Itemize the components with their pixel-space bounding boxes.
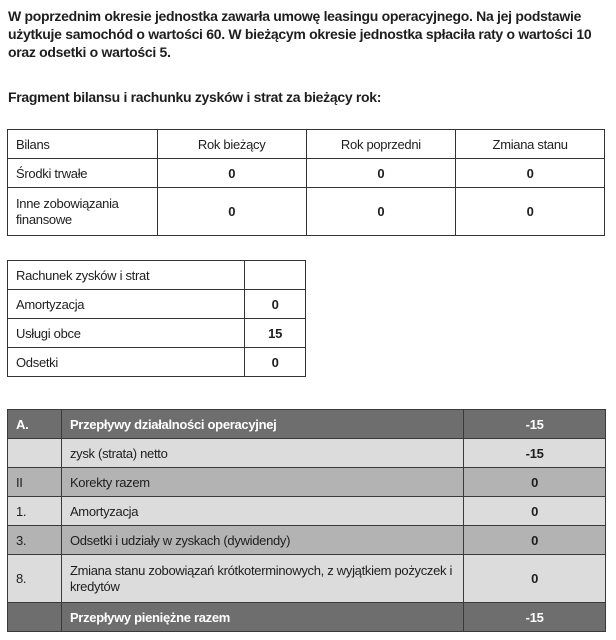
row-label: Zmiana stanu zobowiązań krótkoterminowych, z wyjątkiem pożyczek i kredytów	[61, 555, 463, 603]
table-row	[8, 159, 605, 188]
row-value: 0	[464, 497, 606, 526]
table-row	[8, 526, 606, 555]
cash-flow-table	[7, 409, 606, 632]
value-change: 0	[456, 159, 605, 188]
row-label: Odsetki i udziały w zyskach (dywidendy)	[61, 526, 463, 555]
row-label: Środki trwałe	[8, 159, 158, 188]
table-row-total	[8, 603, 606, 632]
row-label: Inne zobowiązania finansowe	[8, 188, 158, 236]
table-row	[8, 319, 306, 348]
table-row	[8, 410, 606, 439]
value-current: 0	[157, 188, 306, 236]
header-cell: Rok poprzedni	[306, 130, 456, 159]
row-code: A.	[8, 410, 62, 439]
intro-paragraph: W poprzednim okresie jednostka zawarła umowę leasingu operacyjnego. Na jej podstawie użytkuje samochód o wartości 60. W bieżącym okresie jednostka spłaciła raty o wartości 10 oraz odsetki o wartości 5.	[8, 8, 592, 60]
row-value: -15	[464, 603, 606, 632]
row-value: 0	[464, 468, 606, 497]
row-label: Przepływy działalności operacyjnej	[61, 410, 463, 439]
header-value-cell	[245, 261, 306, 290]
value-previous: 0	[306, 159, 456, 188]
row-value: -15	[464, 439, 606, 468]
table-row	[8, 439, 606, 468]
row-label: Odsetki	[8, 348, 245, 377]
table-row	[8, 497, 606, 526]
income-statement-table	[7, 260, 306, 377]
row-value: -15	[464, 410, 606, 439]
row-code: 1.	[8, 497, 62, 526]
value-previous: 0	[306, 188, 456, 236]
row-value: 15	[245, 319, 306, 348]
row-label: Przepływy pieniężne razem	[61, 603, 463, 632]
table-row	[8, 348, 306, 377]
header-cell: Rok bieżący	[157, 130, 306, 159]
row-code: 8.	[8, 555, 62, 603]
row-value: 0	[245, 348, 306, 377]
row-value: 0	[464, 526, 606, 555]
header-cell: Rachunek zysków i strat	[8, 261, 245, 290]
row-value: 0	[245, 290, 306, 319]
row-label: Usługi obce	[8, 319, 245, 348]
subheading: Fragment bilansu i rachunku zysków i strat za bieżący rok:	[8, 89, 382, 105]
row-value: 0	[464, 555, 606, 603]
table-row	[8, 555, 606, 603]
row-code: II	[8, 468, 62, 497]
header-cell: Zmiana stanu	[456, 130, 605, 159]
row-label: Korekty razem	[61, 468, 463, 497]
balance-sheet-table	[7, 129, 605, 236]
table-row	[8, 468, 606, 497]
row-code	[8, 603, 62, 632]
row-code	[8, 439, 62, 468]
table-header-row	[8, 130, 605, 159]
table-row	[8, 290, 306, 319]
header-cell: Bilans	[8, 130, 158, 159]
row-label: Amortyzacja	[8, 290, 245, 319]
value-current: 0	[157, 159, 306, 188]
row-label: zysk (strata) netto	[61, 439, 463, 468]
table-header-row	[8, 261, 306, 290]
row-label: Amortyzacja	[61, 497, 463, 526]
row-code: 3.	[8, 526, 62, 555]
table-row	[8, 188, 605, 236]
value-change: 0	[456, 188, 605, 236]
